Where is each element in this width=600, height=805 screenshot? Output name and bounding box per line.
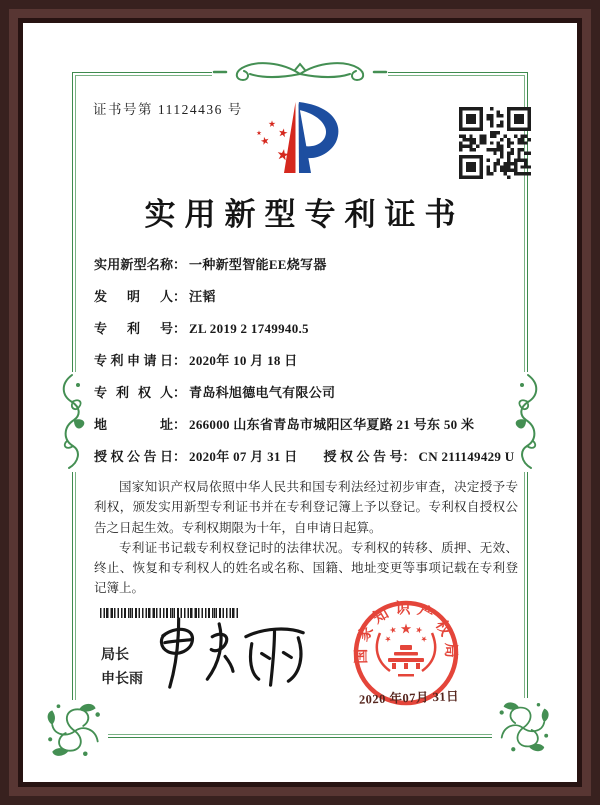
seal-ring-text: 国家知识产权局	[353, 600, 459, 664]
legal-text	[94, 477, 518, 599]
officer-name: 申长雨	[101, 672, 143, 687]
signature-icon	[150, 612, 318, 697]
field-label: 专利申请日	[94, 353, 173, 368]
field-value: 2020年 07 月 31 日	[189, 449, 298, 464]
field-label: 发明人	[94, 289, 173, 304]
legal-paragraph-1: 国家知识产权局依照中华人民共和国专利法经过初步审查，决定授予专利权，颁发实用新型专利证书并在专利登记簿上予以登记。专利权自授权公告之日起生效。专利权期限为十年，自申请日起算。	[94, 480, 518, 535]
qr-code	[459, 107, 531, 179]
flourish-top-icon	[212, 52, 388, 92]
officer-title: 局长	[101, 648, 129, 663]
field-row-grant: 授权公告日 ： 2020年 07 月 31 日 授权公告号 ： CN 211149429 U	[94, 447, 524, 467]
officer-block	[101, 644, 143, 692]
cnipa-logo-icon	[238, 94, 364, 182]
floral-bottom-right-icon	[492, 698, 552, 754]
field-label: 授权公告日	[94, 449, 173, 464]
field-list	[94, 255, 524, 479]
field-value: 一种新型智能EE烧写器	[189, 257, 327, 272]
certificate-title: 实用新型专利证书	[144, 197, 465, 232]
field-label: 实用新型名称	[94, 257, 173, 272]
field-label: 授权公告号	[323, 449, 403, 464]
field-row-patent-no: 专利号 ： ZL 2019 2 1749940.5	[94, 319, 524, 339]
field-value: 汪韬	[189, 289, 216, 304]
field-row-inventor: 发明人 ： 汪韬	[94, 287, 524, 307]
field-label: 专利权人	[94, 385, 173, 400]
field-row-address: 地址 ： 266000 山东省青岛市城阳区华夏路 21 号东 50 米	[94, 415, 524, 435]
field-value: 2020年 10 月 18 日	[189, 353, 298, 368]
field-row-filing-date: 专利申请日 ： 2020年 10 月 18 日	[94, 351, 524, 371]
certificate-number: 证书号第 11124436 号	[93, 102, 243, 117]
field-row-patentee: 专利权人 ： 青岛科旭德电气有限公司	[94, 383, 524, 403]
field-value: 青岛科旭德电气有限公司	[189, 385, 336, 400]
field-value: ZL 2019 2 1749940.5	[189, 321, 309, 336]
field-value: CN 211149429 U	[418, 449, 515, 464]
field-label: 专利号	[94, 321, 173, 336]
field-label: 地址	[94, 417, 173, 432]
field-value: 266000 山东省青岛市城阳区华夏路 21 号东 50 米	[189, 417, 475, 432]
field-row-name: 实用新型名称 ： 一种新型智能EE烧写器	[94, 255, 524, 275]
national-emblem-icon	[377, 624, 435, 677]
legal-paragraph-2: 专利证书记载专利权登记时的法律状况。专利权的转移、质押、无效、终止、恢复和专利权人的姓名或名称、国籍、地址变更等事项记载在专利登记簿上。	[94, 540, 518, 596]
seal-date: 2020 年07月 31日	[358, 689, 460, 707]
floral-bottom-left-icon	[44, 700, 108, 758]
scroll-left-icon	[50, 372, 92, 472]
